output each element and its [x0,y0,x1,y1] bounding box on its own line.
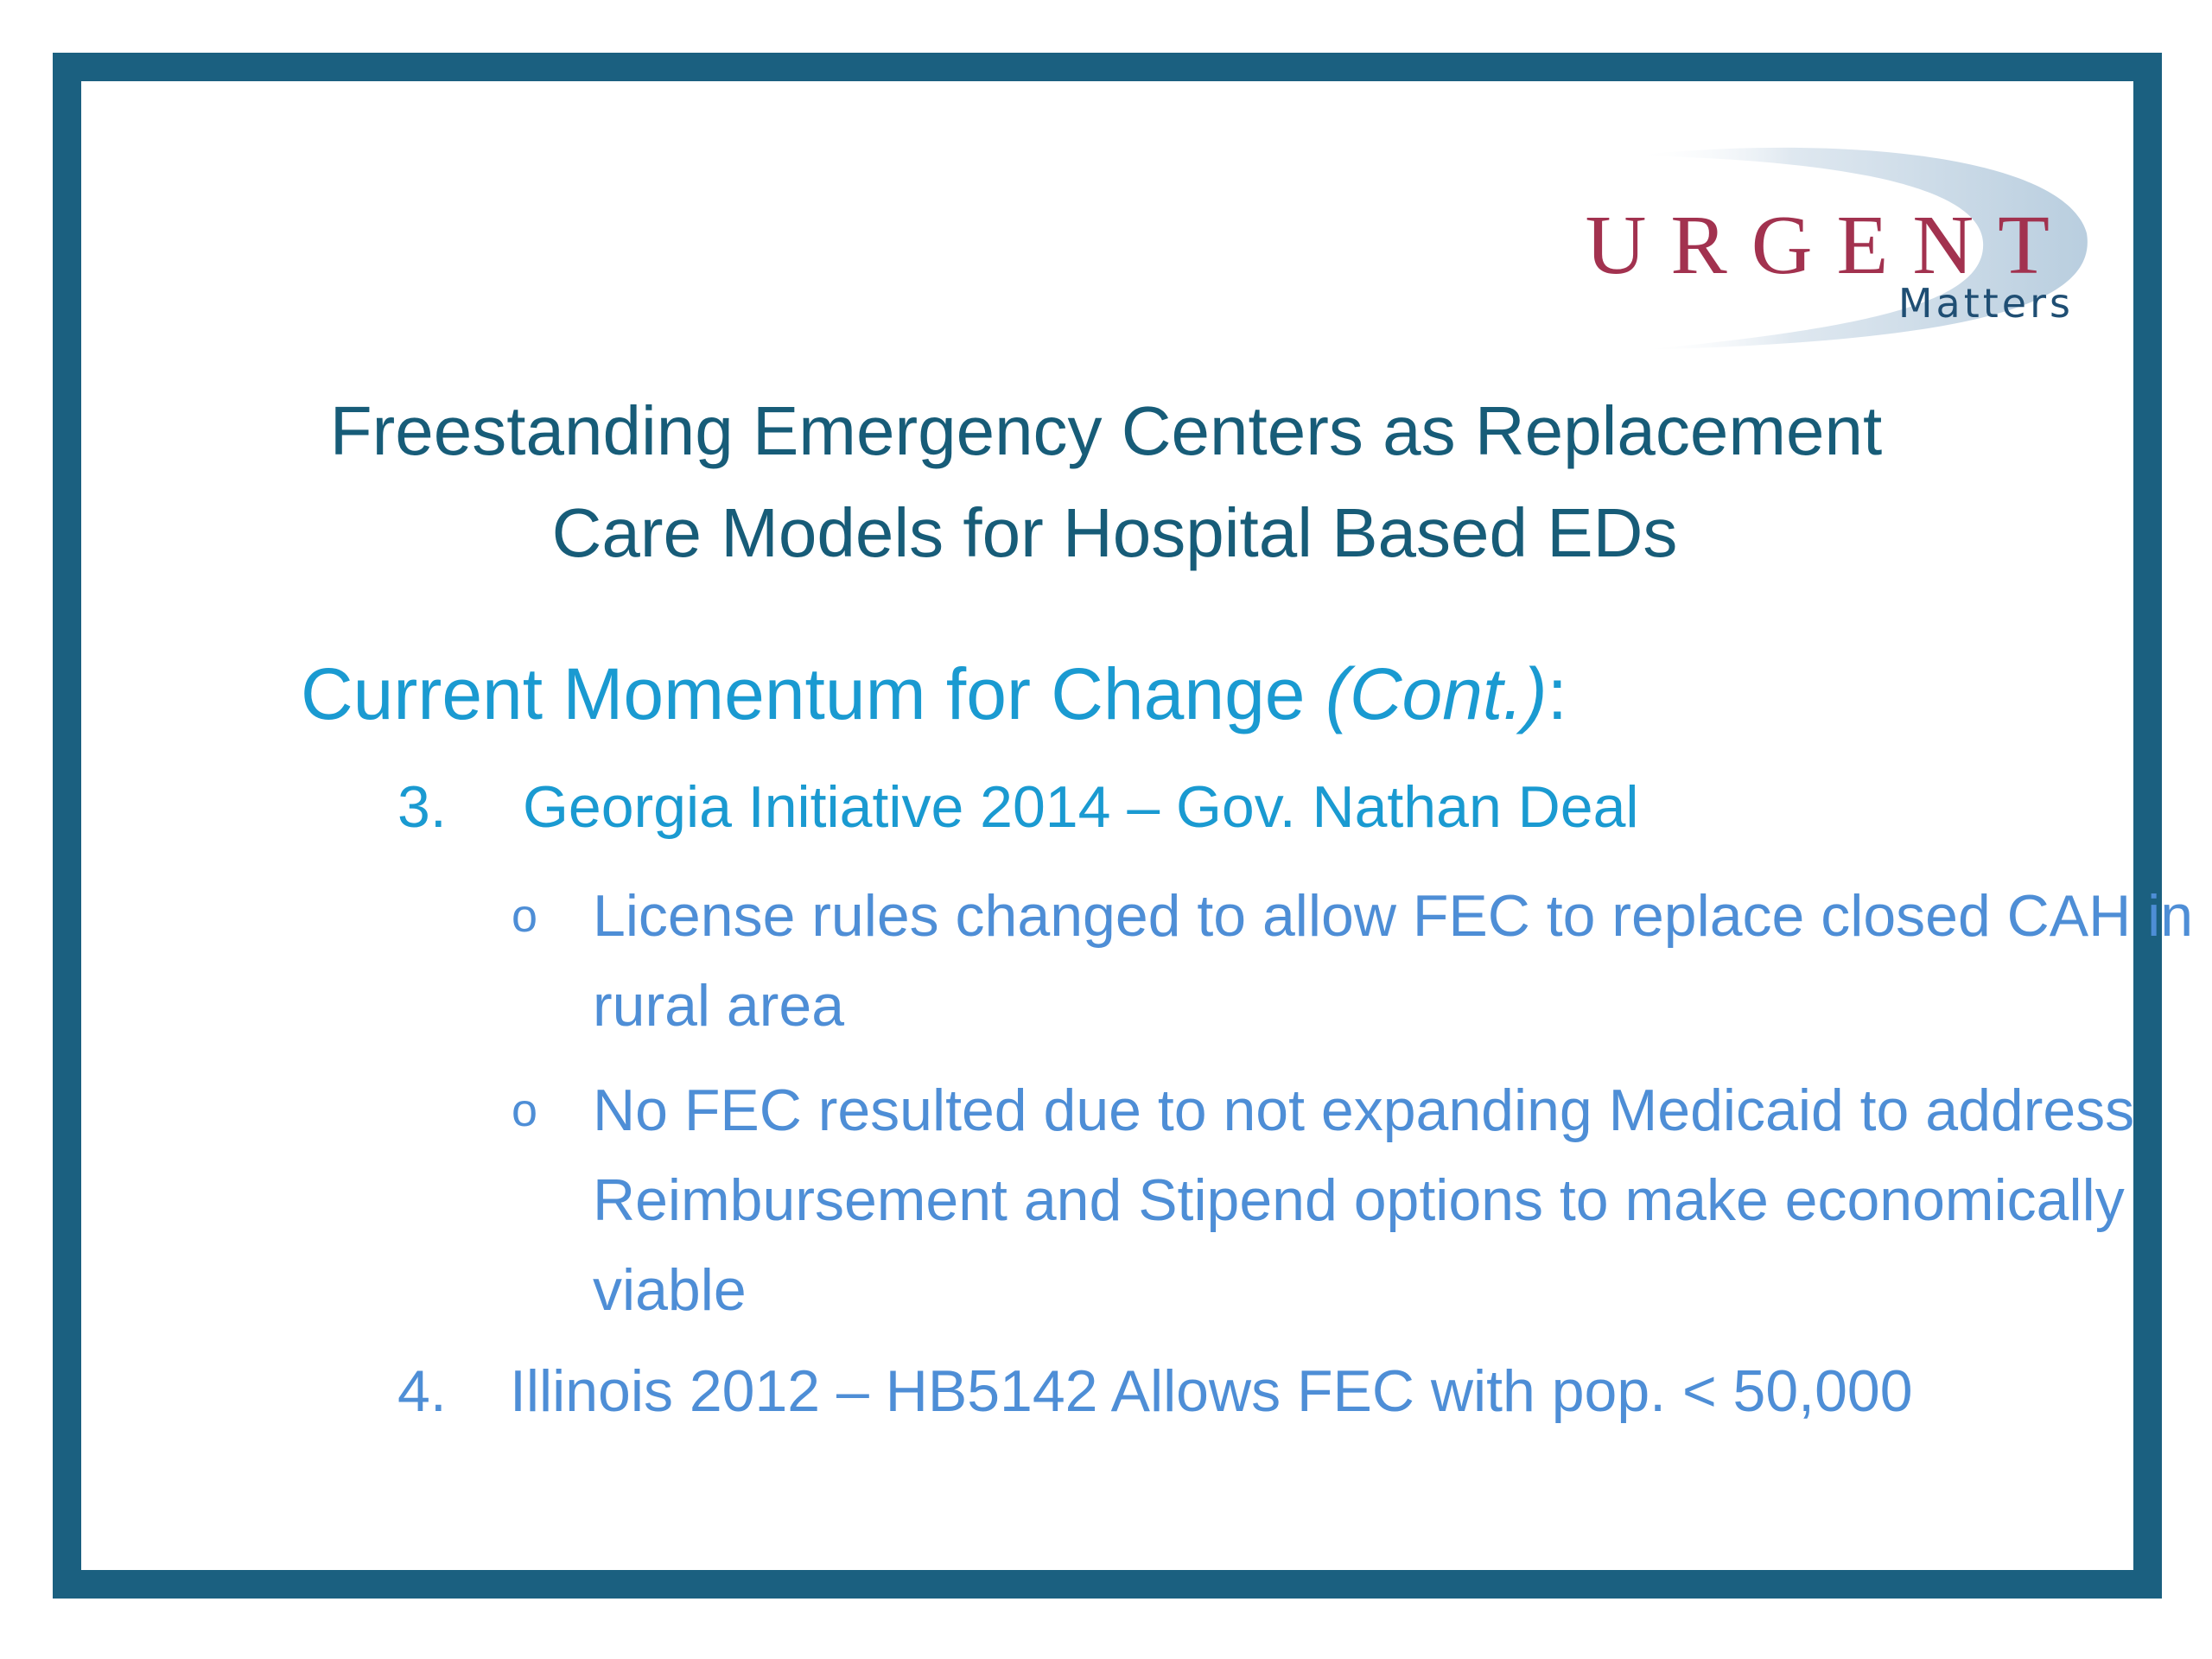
section-heading-emphasis: (Cont.) [1325,653,1548,734]
list-item-text: Georgia Initiative 2014 – Gov. Nathan Deal [523,774,1639,840]
slide-title-line-1: Freestanding Emergency Centers as Replacement [329,392,1883,469]
sub-bullet-text: License rules changed to allow FEC to replace closed CAH in rural area [593,883,2194,1039]
list-item-number: 4. [397,1358,447,1424]
bullet-circle-icon: o [512,1084,538,1136]
bullet-circle-icon: o [512,890,538,942]
section-heading-suffix: : [1547,653,1567,734]
sub-bullet-text: No FEC resulted due to not expanding Medicaid to address Reimbursement and Stipend options to make economically viable [593,1077,2135,1323]
slide-title-line-2: Care Models for Hospital Based EDs [551,494,1678,571]
section-heading [301,651,1567,737]
list-item-number: 3. [397,774,447,840]
list-item-text: Illinois 2012 – HB5142 Allows FEC with pop. < 50,000 [510,1358,1913,1424]
logo-tagline: Matters [1897,280,2074,327]
slide-title [0,380,2212,584]
urgent-matters-logo [1581,138,2100,363]
logo-wordmark: URGENT [1585,199,2074,292]
section-heading-text: Current Momentum for Change [301,653,1325,734]
